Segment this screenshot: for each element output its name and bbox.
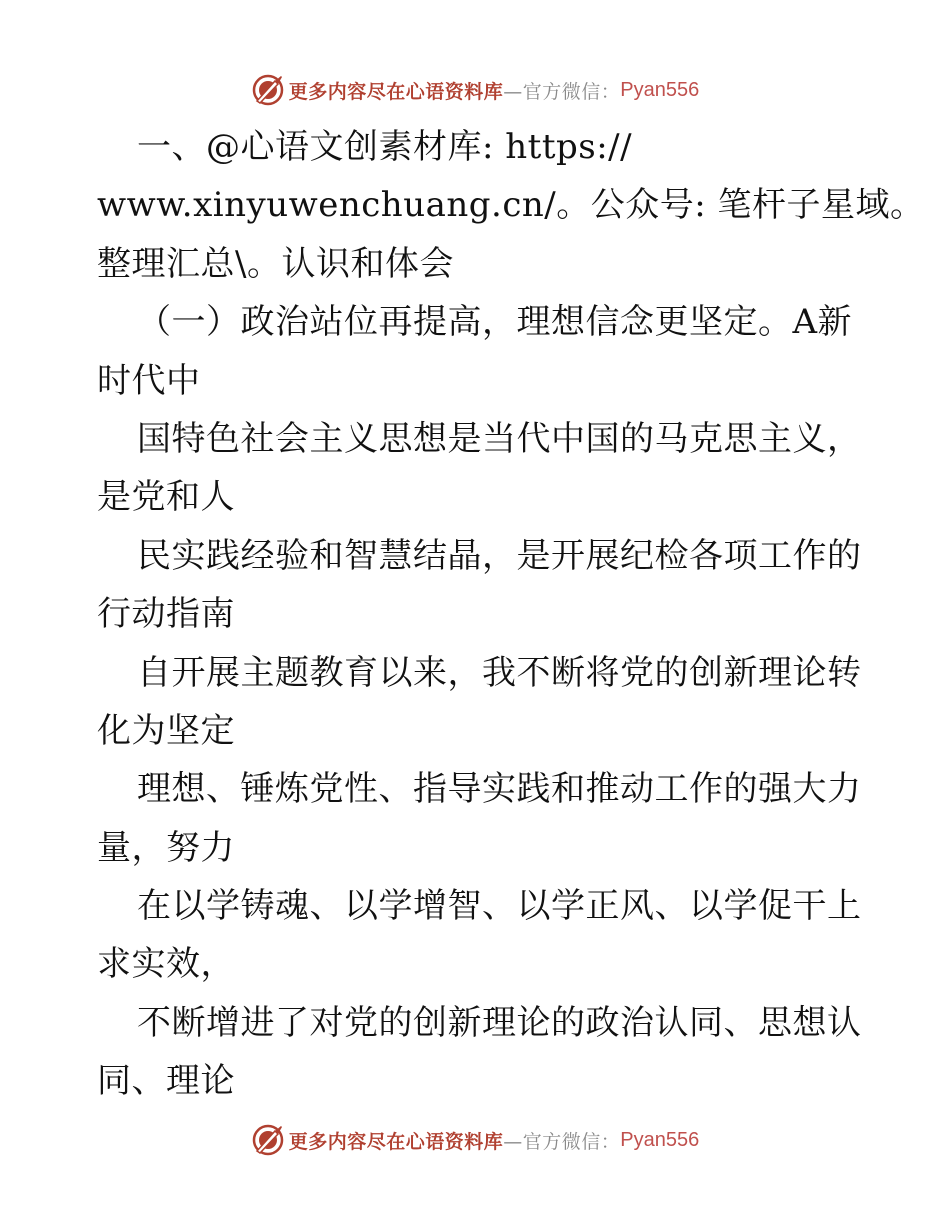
body-text-line: 化为坚定 bbox=[97, 710, 235, 751]
body-text-line: 国特色社会主义思想是当代中国的马克思主义， bbox=[137, 418, 862, 459]
body-text-line: 自开展主题教育以来，我不断将党的创新理论转 bbox=[137, 652, 862, 693]
body-text-line: 求实效， bbox=[97, 944, 235, 985]
footer-banner bbox=[0, 1120, 950, 1160]
body-text-line: 在以学铸魂、以学增智、以学正风、以学促干上 bbox=[137, 886, 862, 927]
quill-seal-logo-icon bbox=[251, 1123, 285, 1157]
body-text-line: 民实践经验和智慧结晶，是开展纪检各项工作的 bbox=[137, 535, 862, 576]
body-text-line: 是党和人 bbox=[97, 477, 235, 518]
body-text-line: 不断增进了对党的创新理论的政治认同、思想认 bbox=[137, 1002, 862, 1043]
body-text-line: 理想、锤炼党性、指导实践和推动工作的强大力 bbox=[137, 769, 862, 810]
banner-wechat-label: —官方微信： bbox=[503, 80, 621, 103]
body-text-line: 量，努力 bbox=[97, 827, 235, 868]
quill-seal-logo-icon bbox=[251, 73, 285, 107]
document-body bbox=[97, 118, 925, 1111]
banner-wechat-id: Pyan556 bbox=[620, 78, 700, 101]
banner-promo-text: 更多内容尽在心语资料库 bbox=[288, 1130, 504, 1153]
body-text-line: 整理汇总\。认识和体会 bbox=[97, 243, 454, 284]
body-text-line: 同、理论 bbox=[97, 1061, 235, 1102]
body-text-line: 时代中 bbox=[97, 360, 201, 401]
banner-promo-text: 更多内容尽在心语资料库 bbox=[288, 80, 504, 103]
header-banner bbox=[0, 70, 950, 110]
body-text-line: www.xinyuwenchuang.cn/。公众号: 笔杆子星域。 bbox=[97, 185, 925, 226]
body-text-line: （一）政治站位再提高，理想信念更坚定。A新 bbox=[137, 302, 853, 343]
banner-wechat-label: —官方微信： bbox=[503, 1130, 621, 1153]
body-text-line: 一、@心语文创素材库: https:// bbox=[137, 127, 633, 167]
banner-wechat-id: Pyan556 bbox=[620, 1128, 700, 1151]
body-text-line: 行动指南 bbox=[97, 594, 235, 635]
